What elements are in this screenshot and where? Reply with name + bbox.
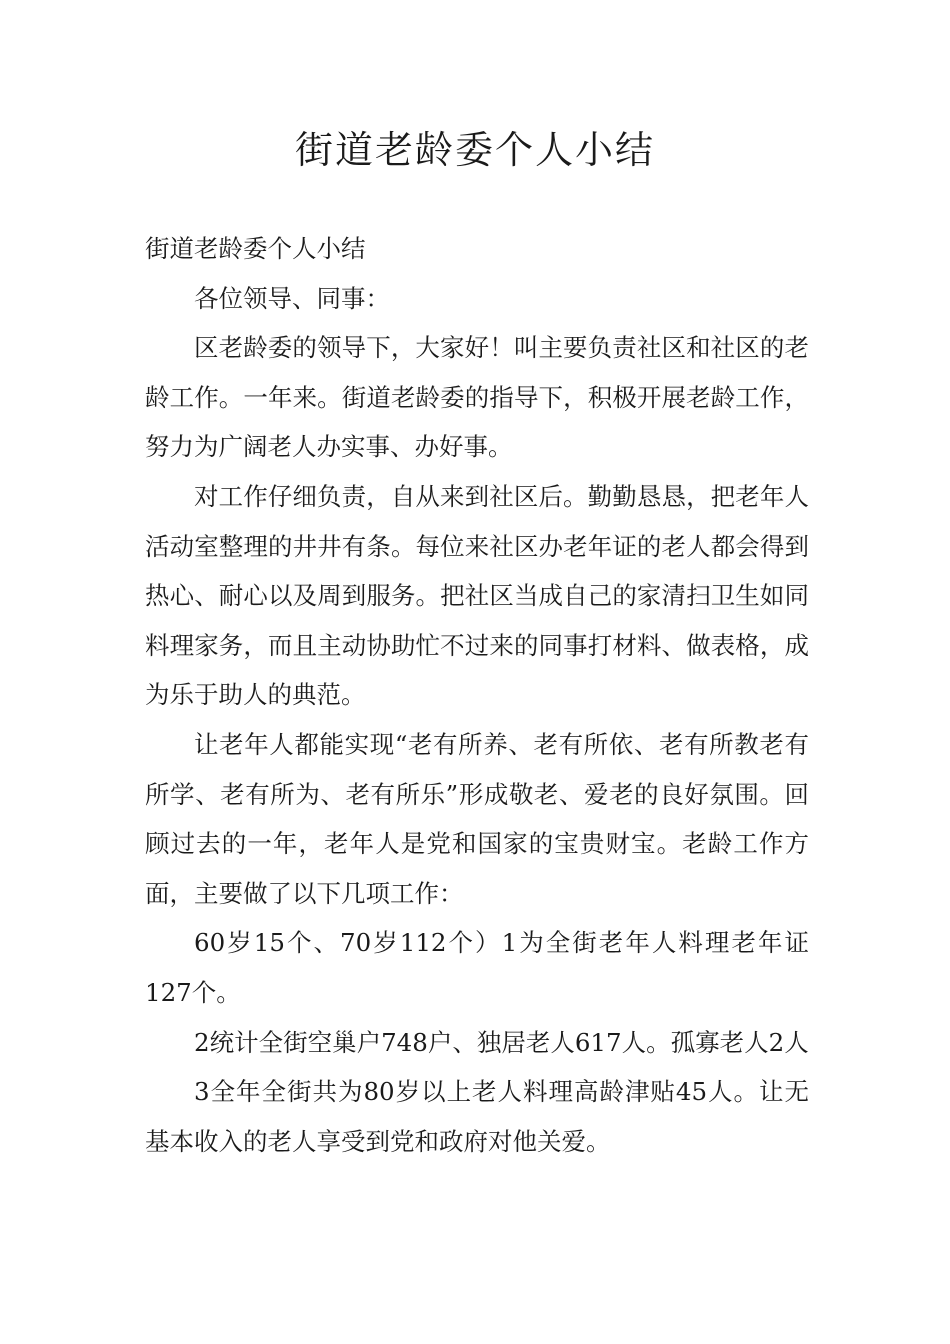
paragraph-item-1: 60岁15个、70岁112个）1为全街老年人料理老年证127个。 xyxy=(145,928,809,1007)
document-body xyxy=(145,224,809,1166)
paragraph-greeting: 各位领导、同事： xyxy=(194,283,390,313)
paragraph-work-attitude: 对工作仔细负责，自从来到社区后。勤勤恳恳，把老年人活动室整理的井井有条。每位来社区办老年证的老人都会得到热心、耐心以及周到服务。把社区当成自己的家清扫卫生如同料理家务，而且主动协助忙不过来的同事打材料、做表格，成为乐于助人的典范。 xyxy=(145,481,809,710)
document-subtitle: 街道老龄委个人小结 xyxy=(145,234,366,263)
paragraph-item-2: 2统计全街空巢户748户、独居老人617人。孤寡老人2人 xyxy=(194,1027,809,1057)
paragraph-intro: 区老龄委的领导下，大家好！叫主要负责社区和社区的老龄工作。一年来。街道老龄委的指导下，积极开展老龄工作，努力为广阔老人办实事、办好事。 xyxy=(145,333,809,462)
paragraph-summary: 让老年人都能实现“老有所养、老有所依、老有所教老有所学、老有所为、老有所乐”形成敬老、爱老的良好氛围。回顾过去的一年，老年人是党和国家的宝贵财宝。老龄工作方面，主要做了以下几项工作： xyxy=(145,729,809,908)
document-title: 街道老龄委个人小结 xyxy=(294,128,655,172)
paragraph-item-3: 3全年全街共为80岁以上老人料理高龄津贴45人。让无基本收入的老人享受到党和政府对他关爱。 xyxy=(145,1077,809,1156)
